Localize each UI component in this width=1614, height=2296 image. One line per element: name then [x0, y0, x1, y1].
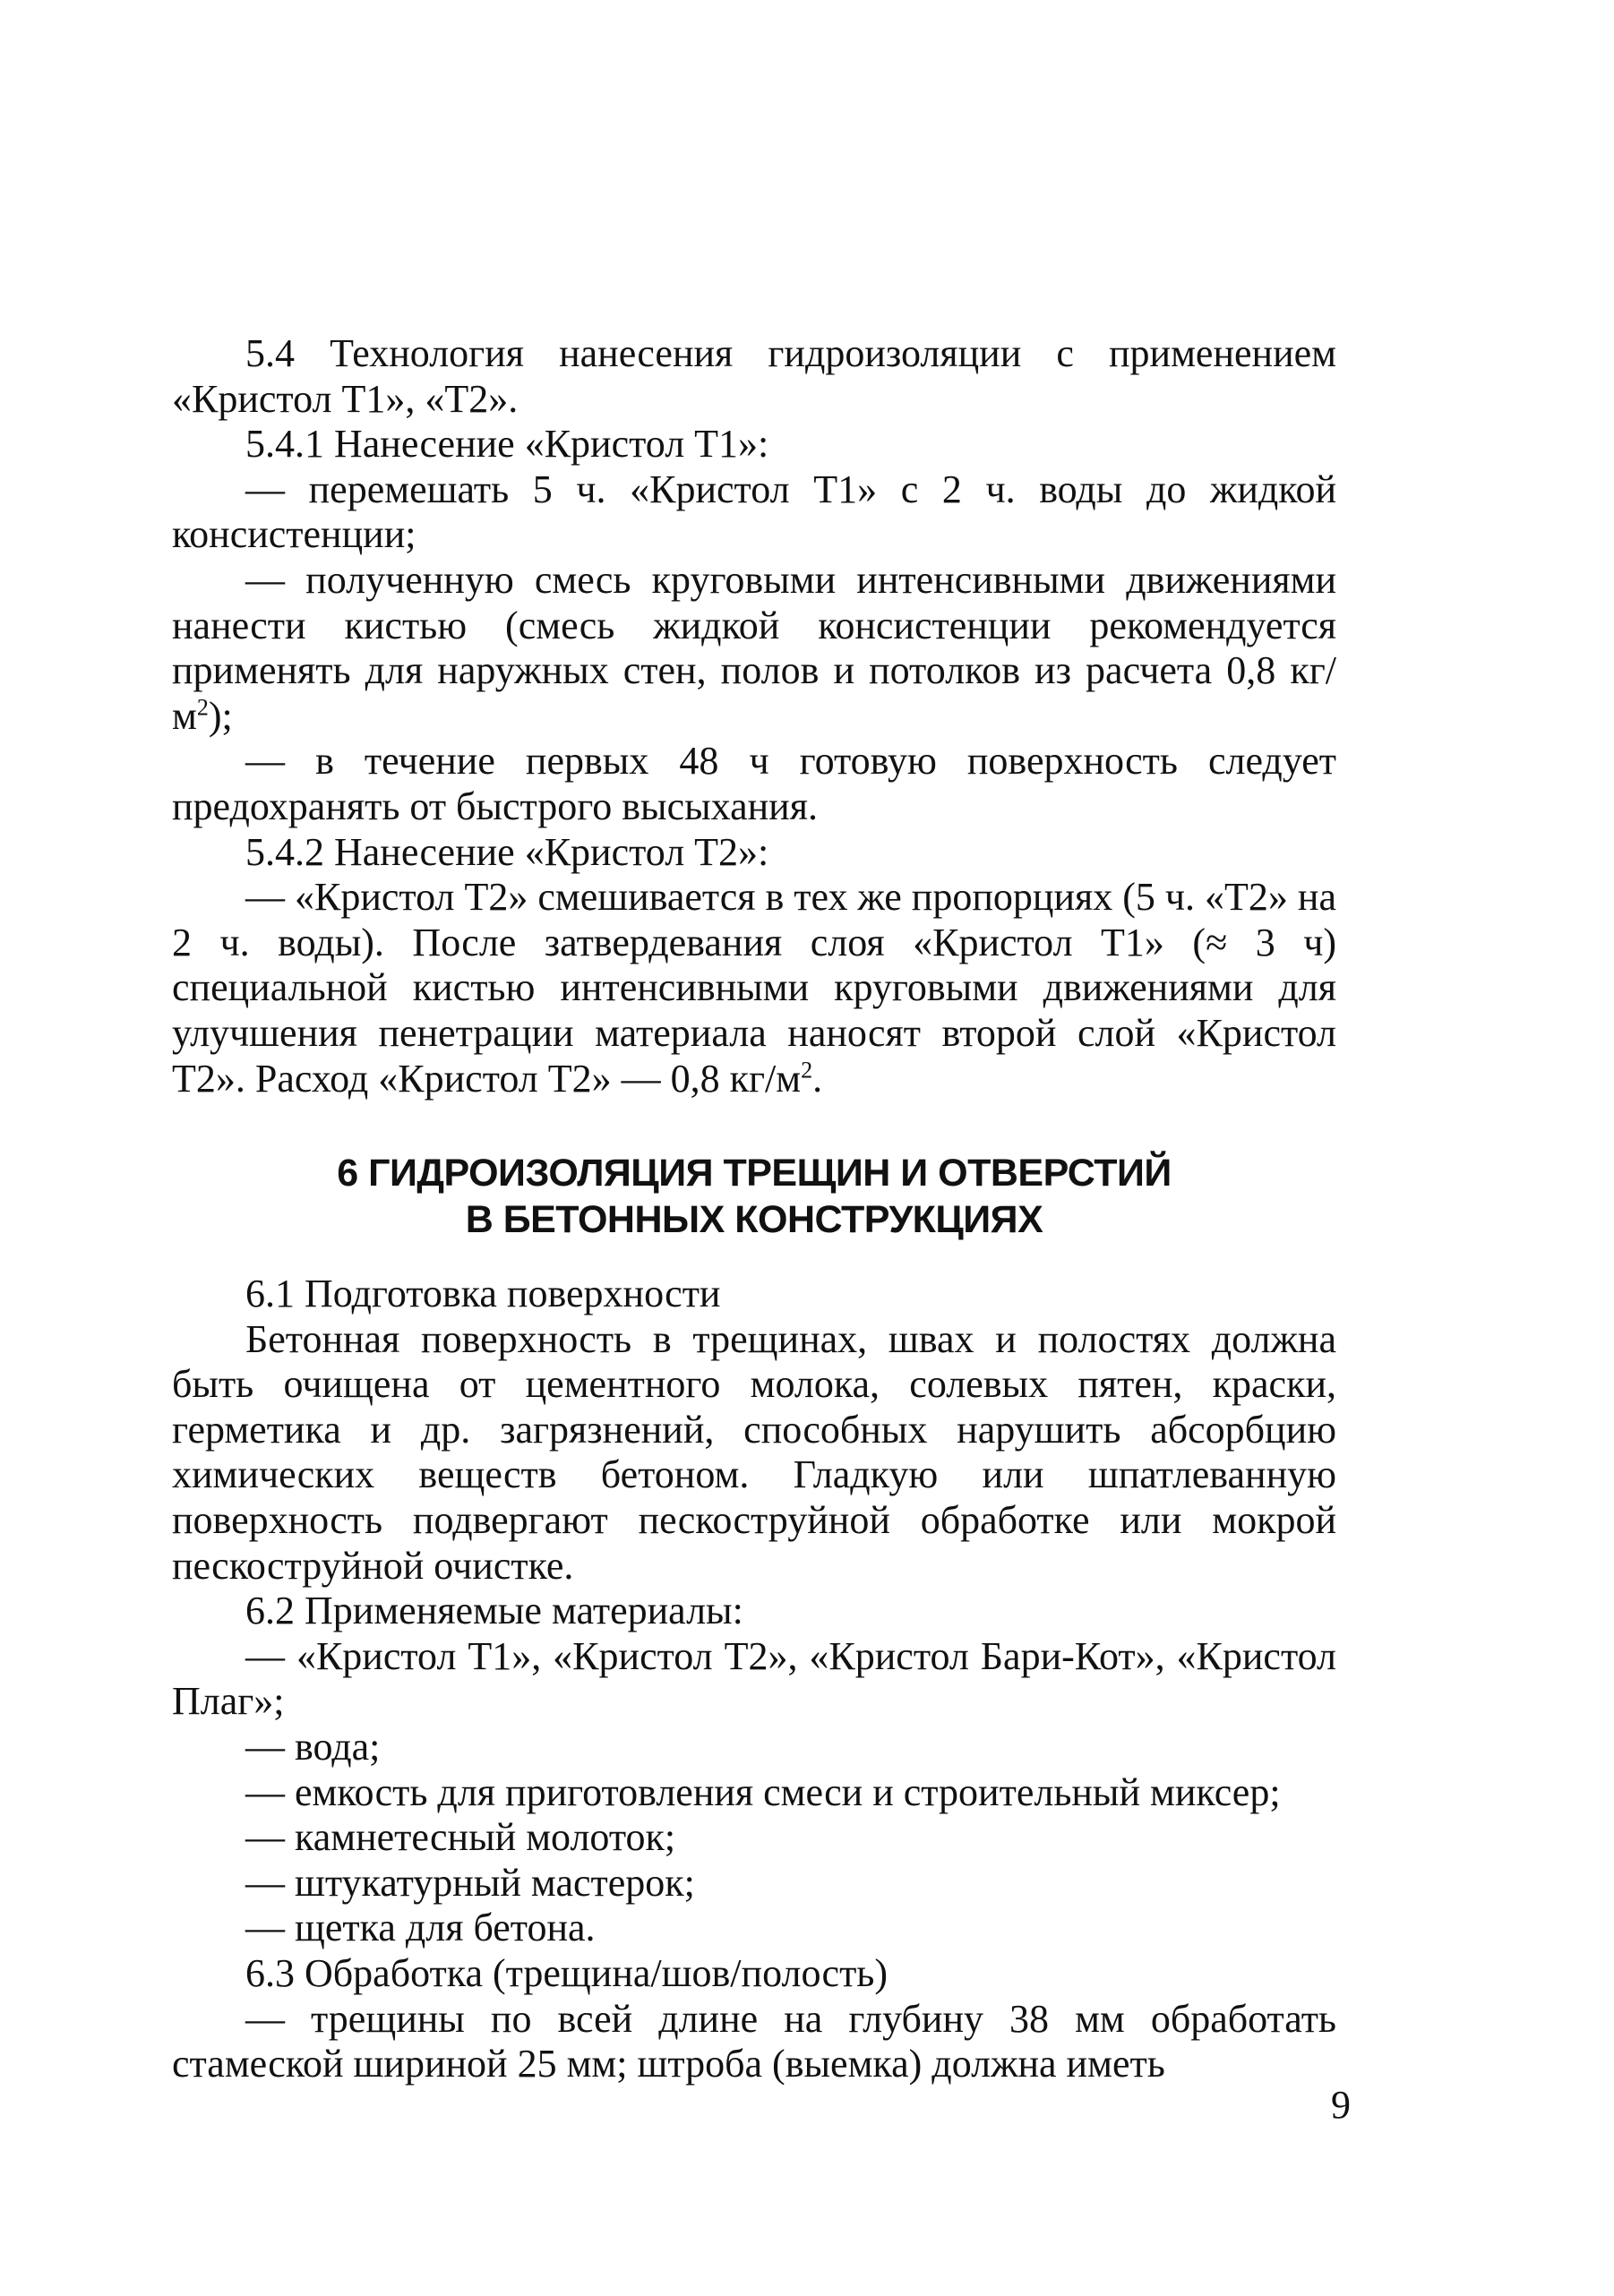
section-5-4-2-heading: 5.4.2 Нанесение «Кристол Т2»:	[245, 829, 769, 874]
section-6-heading	[172, 1150, 1336, 1243]
section-6-1-heading: 6.1 Подготовка поверхности	[245, 1272, 721, 1316]
section-6-heading-line1: 6 ГИДРОИЗОЛЯЦИЯ ТРЕЩИН И ОТВЕРСТИЙ	[337, 1152, 1172, 1195]
paragraph: — трещины по всей длине на глубину 38 мм обработать стамеской шириной 25 мм; штроба (выемка) должна иметь	[172, 1996, 1336, 2086]
page-number: 9	[1331, 2083, 1351, 2127]
superscript: 2	[801, 1056, 813, 1083]
list-item: — вода;	[245, 1725, 381, 1769]
paragraph: Бетонная поверхность в трещинах, швах и полостях должна быть очищена от цементного молока, солевых пятен, краски, герметика и др. загрязнений, способных нарушить абсорбцию химических веществ бетоном. Гладкую или шпатлеванную поверхность подвергают пескоструйной обработке или мокрой пескоструйной очистке.	[172, 1316, 1336, 1588]
list-item	[172, 558, 1336, 739]
list-item: — перемешать 5 ч. «Кристол Т1» с 2 ч. воды до жидкой консистенции;	[172, 467, 1336, 557]
list-item: — камнетесный молоток;	[245, 1815, 676, 1860]
list-item: — штукатурный мастерок;	[245, 1860, 695, 1905]
superscript: 2	[196, 694, 209, 721]
list-item: — «Кристол Т1», «Кристол Т2», «Кристол Бари-Кот», «Кристол Плаг»;	[172, 1633, 1336, 1724]
paragraph-tail: .	[812, 1056, 823, 1101]
list-item: — в течение первых 48 ч готовую поверхность следует предохранять от быстрого высыхания.	[172, 739, 1336, 828]
section-5-4-1-heading: 5.4.1 Нанесение «Кристол Т1»:	[245, 422, 769, 467]
paragraph-text: — «Кристол Т2» смешивается в тех же пропорциях (5 ч. «Т2» на 2 ч. воды). После затвердевания слоя «Кристол Т1» (≈ 3 ч) специальной кистью интенсивными круговыми движениями для улучшения пенетрации материала наносят второй слой «Кристол Т2». Расход «Кристол Т2» — 0,8 кг/м	[172, 875, 1336, 1101]
section-5-4-title: 5.4 Технология нанесения гидроизоляции с применением «Кристол Т1», «Т2».	[172, 331, 1336, 421]
section-6-heading-line2: В БЕТОННЫХ КОНСТРУКЦИЯХ	[465, 1198, 1043, 1242]
text-column	[172, 331, 1336, 2087]
list-item: — щетка для бетона.	[245, 1906, 596, 1950]
list-item-text: — полученную смесь круговыми интенсивными движениями нанести кистью (смесь жидкой консистенции рекомендуется применять для наружных стен, полов и потолков из расчета 0,8 кг/м	[172, 557, 1336, 738]
list-item: — емкость для приготовления смеси и строительный миксер;	[245, 1769, 1281, 1814]
section-6-3-heading: 6.3 Обработка (трещина/шов/полость)	[245, 1951, 889, 1995]
section-6-2-heading: 6.2 Применяемые материалы:	[245, 1589, 743, 1633]
paragraph	[172, 875, 1336, 1101]
list-item-tail: );	[208, 693, 233, 738]
